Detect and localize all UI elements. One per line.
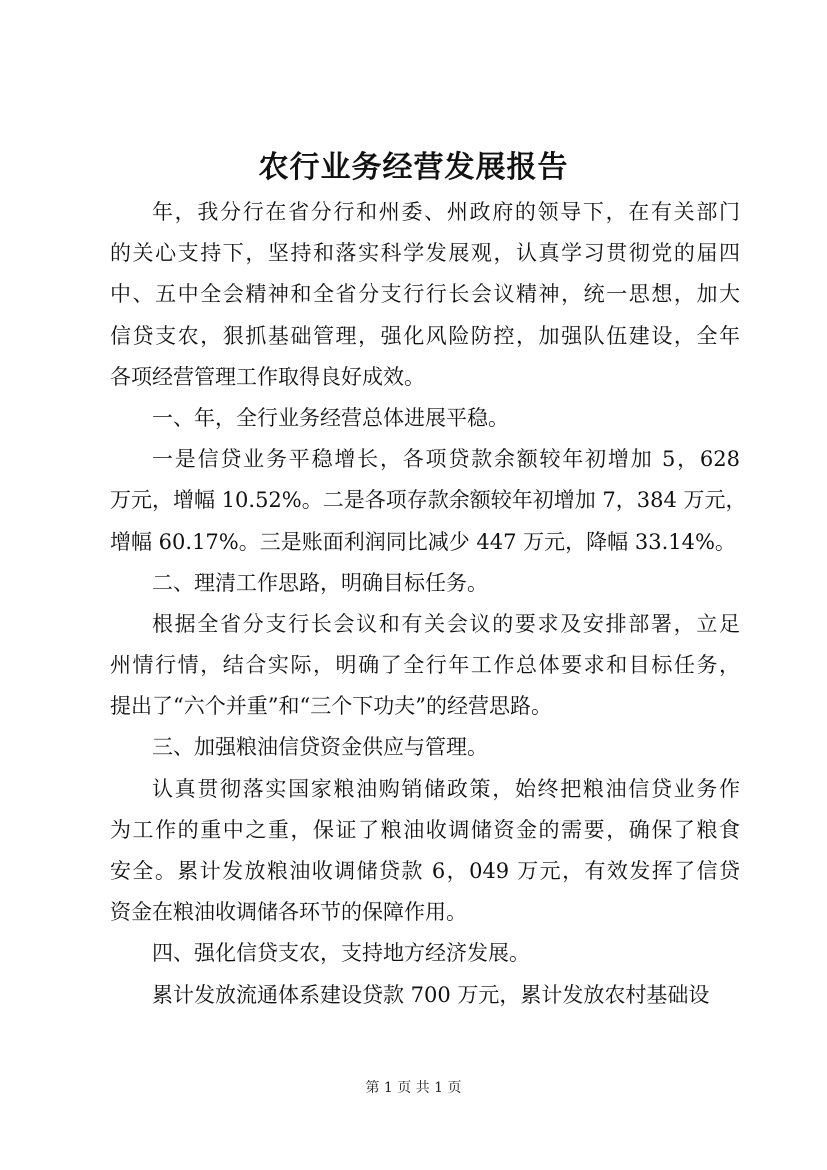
section-heading: 一、年，全行业务经营总体进展平稳。 — [152, 405, 509, 430]
document-body — [110, 192, 747, 1016]
paragraph-line: 为工作的重中之重，保证了粮油收调储资金的需要，确保了粮食 — [110, 817, 740, 842]
paragraph-line: 增幅 60.17%。三是账面利润同比减少 447 万元，降幅 33.14%。 — [110, 529, 736, 554]
section-heading: 二、理清工作思路，明确目标任务。 — [152, 570, 488, 595]
paragraph-line: 一是信贷业务平稳增长，各项贷款余额较年初增加 5，628 — [152, 447, 740, 472]
paragraph-line: 资金在粮油收调储各环节的保障作用。 — [110, 900, 467, 925]
paragraph-line: 认真贯彻落实国家粮油购销储政策，始终把粮油信贷业务作 — [152, 776, 740, 801]
paragraph-line: 根据全省分支行长会议和有关会议的要求及安排部署，立足 — [152, 611, 740, 636]
document-title: 农行业务经营发展报告 — [258, 150, 569, 185]
paragraph-line: 信贷支农，狠抓基础管理，强化风险防控，加强队伍建设，全年 — [110, 323, 740, 348]
paragraph-line: 中、五中全会精神和全省分支行行长会议精神，统一思想，加大 — [110, 282, 740, 307]
paragraph-line: 年，我分行在省分行和州委、州政府的领导下，在有关部门 — [152, 200, 740, 224]
page-footer: 第 1 页 共 1 页 — [365, 1080, 462, 1096]
paragraph-line: 万元，增幅 10.52%。二是各项存款余额较年初增加 7，384 万元， — [110, 488, 747, 513]
section-heading: 三、加强粮油信贷资金供应与管理。 — [152, 735, 488, 760]
paragraph-line: 州情行情，结合实际，明确了全行年工作总体要求和目标任务， — [110, 653, 740, 678]
paragraph-line: 的关心支持下，坚持和落实科学发展观，认真学习贯彻党的届四 — [110, 241, 740, 266]
section-heading: 四、强化信贷支农，支持地方经济发展。 — [152, 941, 530, 966]
paragraph-line: 累计发放流通体系建设贷款 700 万元，累计发放农村基础设 — [152, 982, 710, 1007]
paragraph-line: 提出了“六个并重”和“三个下功夫”的经营思路。 — [110, 694, 552, 719]
paragraph-line: 各项经营管理工作取得良好成效。 — [110, 364, 425, 389]
paragraph-line: 安全。累计发放粮油收调储贷款 6，049 万元，有效发挥了信贷 — [110, 859, 740, 883]
